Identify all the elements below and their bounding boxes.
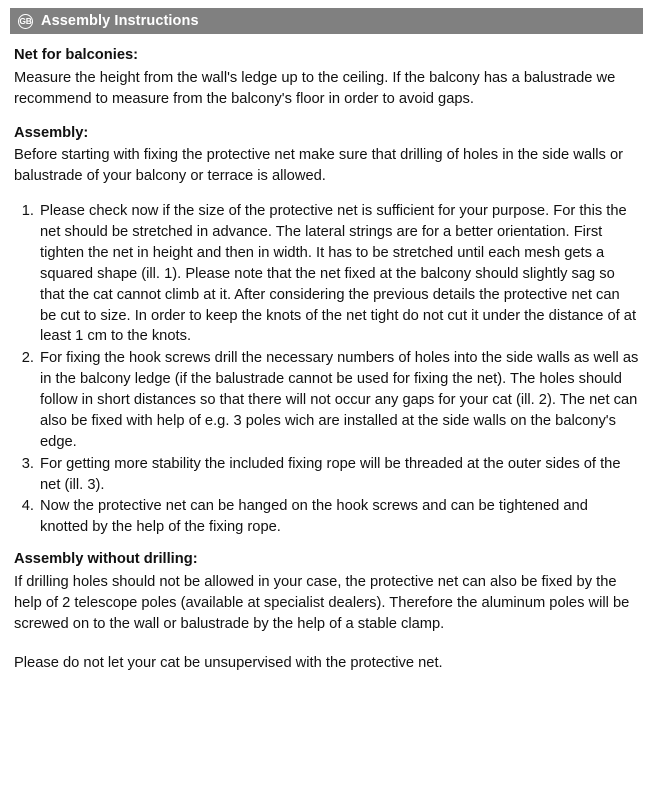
list-item <box>14 348 639 452</box>
step-number: 4. <box>21 498 34 515</box>
assembly-without-drilling-heading: Assembly without drilling: <box>14 551 198 568</box>
page-title: Assembly Instructions <box>41 13 199 29</box>
instructions-content <box>10 46 643 674</box>
closing-note-text: Please do not let your cat be unsupervised with the protective net. <box>14 654 443 671</box>
step-number: 2. <box>21 350 34 367</box>
net-for-balconies-heading: Net for balconies: <box>14 47 139 63</box>
list-item <box>14 454 639 496</box>
step-text: For getting more stability the included fixing rope will be threaded at the outer sides of the net (ill. 3). <box>40 455 621 493</box>
step-text: Please check now if the size of the protective net is sufficient for your purpose. For this the net should be stretched in advance. The lateral strings are for a better orientation. First tighten the net in height and then in width. It has to be stretched until each mesh gets a squared shape (ill. 1). Please note that the net fixed at the balcony should slightly sag so that the cat cannot climb at it. After considering the previous details the protective net can be cut to size. In order to keep the knots of the net tight do not cut it under the distance of at least 1 cm to the knots. <box>40 203 637 345</box>
assembly-heading: Assembly: <box>14 124 89 141</box>
header-bar <box>10 8 643 34</box>
step-number: 1. <box>21 203 34 220</box>
assembly-steps-list <box>14 201 639 538</box>
step-number: 3. <box>21 455 34 472</box>
list-item <box>14 201 639 347</box>
gb-flag-circle-icon: GB <box>18 14 33 29</box>
list-item <box>14 496 639 538</box>
step-text: Now the protective net can be hanged on the hook screws and can be tightened and knotted by the help of the fixing rope. <box>40 498 588 536</box>
assembly-intro-text: Before starting with fixing the protective net make sure that drilling of holes in the side walls or balustrade of your balcony or terrace is allowed. <box>14 147 624 185</box>
step-text: For fixing the hook screws drill the necessary numbers of holes into the side walls as well as in the balcony ledge (if the balustrade cannot be used for fixing the net). The holes should follow in short distances so that there will not occur any gaps for your cat (ill. 2). The net can also be fixed with help of e.g. 3 poles wich are installed at the side walls on the balcony's edge. <box>40 350 639 450</box>
assembly-without-drilling-text: If drilling holes should not be allowed in your case, the protective net can also be fixed by the help of 2 telescope poles (available at specialist dealers). Therefore the aluminum poles will be screwed on to the wall or balustrade by the help of a stable clamp. <box>14 574 630 632</box>
net-for-balconies-text: Measure the height from the wall's ledge up to the ceiling. If the balcony has a balustrade we recommend to measure from the balcony's floor in order to avoid gaps. <box>14 69 616 107</box>
